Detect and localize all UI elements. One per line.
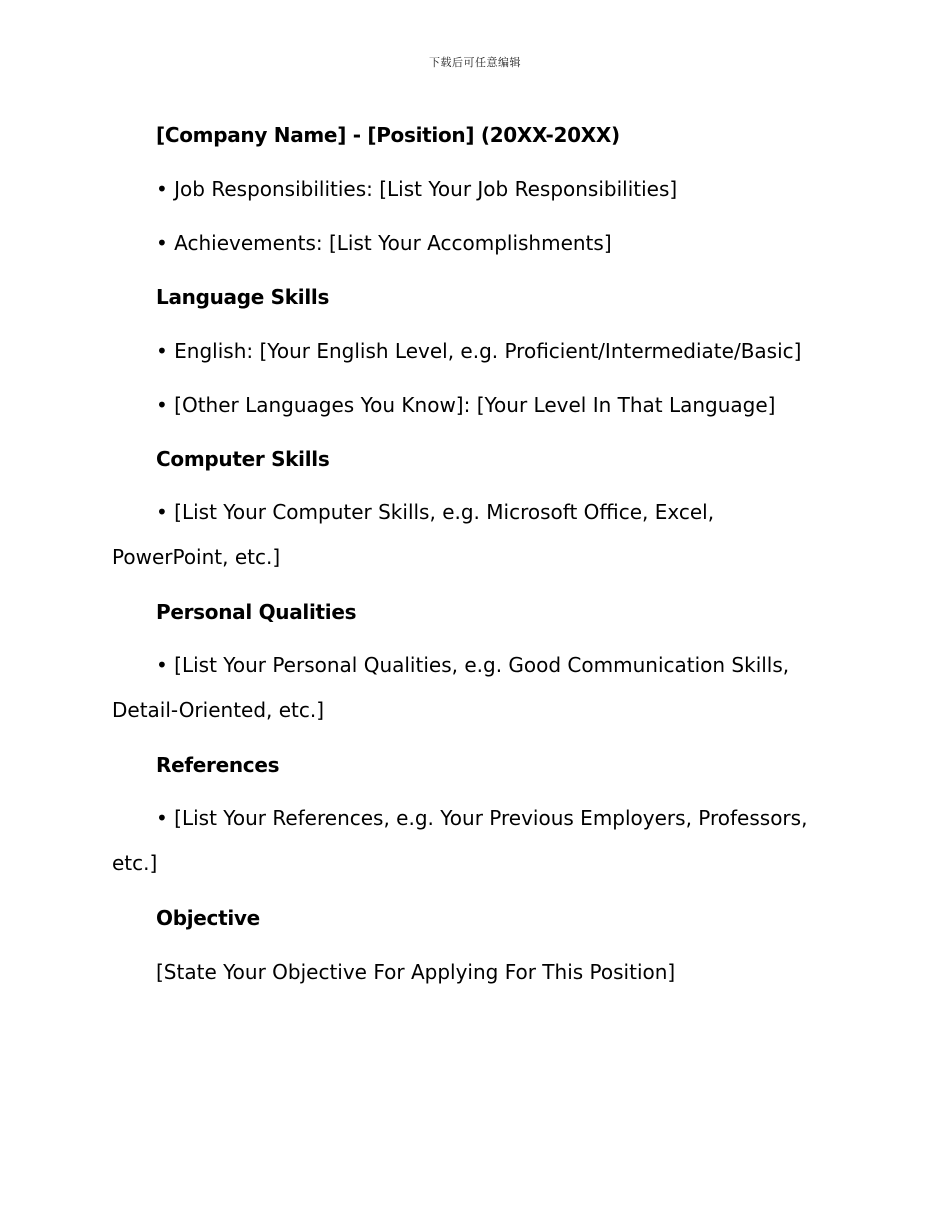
work-experience-company-line: [Company Name] - [Position] (20XX-20XX): [156, 123, 620, 147]
computer-skills-heading: Computer Skills: [156, 447, 330, 471]
objective-text: [State Your Objective For Applying For This Position]: [156, 960, 676, 984]
resume-body: [112, 108, 832, 999]
objective-heading: Objective: [156, 906, 260, 930]
references-item: • [List Your References, e.g. Your Previous Employers, Professors, etc.]: [112, 806, 808, 875]
language-english-item: • English: [Your English Level, e.g. Proficient/Intermediate/Basic]: [156, 339, 802, 363]
references-heading: References: [156, 753, 280, 777]
page-header-note: 下载后可任意编辑: [429, 56, 521, 69]
work-responsibilities-item: • Job Responsibilities: [List Your Job Responsibilities]: [156, 177, 678, 201]
personal-qualities-heading: Personal Qualities: [156, 600, 357, 624]
language-other-item: • [Other Languages You Know]: [Your Level In That Language]: [156, 393, 776, 417]
computer-skills-item: • [List Your Computer Skills, e.g. Microsoft Office, Excel, PowerPoint, etc.]: [112, 500, 715, 569]
personal-qualities-item: • [List Your Personal Qualities, e.g. Good Communication Skills, Detail-Oriented, etc.]: [112, 653, 790, 722]
language-skills-heading: Language Skills: [156, 285, 330, 309]
work-achievements-item: • Achievements: [List Your Accomplishments]: [156, 231, 612, 255]
